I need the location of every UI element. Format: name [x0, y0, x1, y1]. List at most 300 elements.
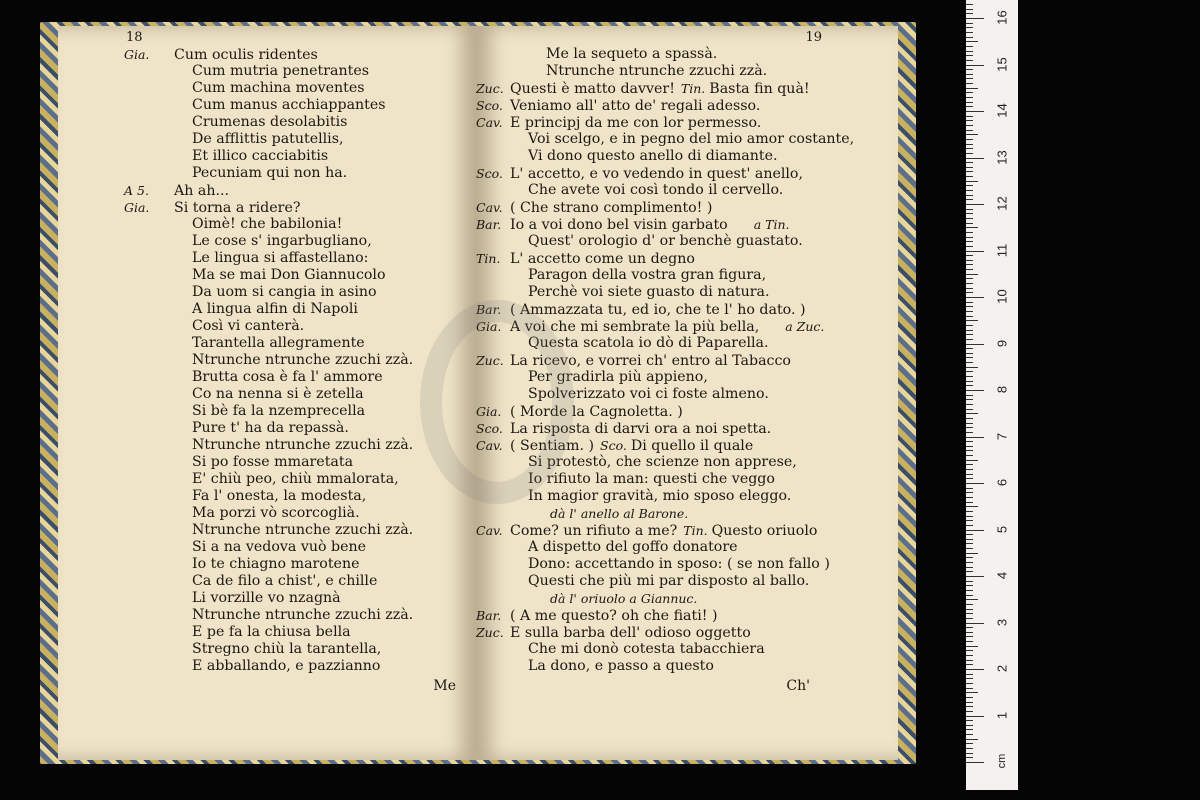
ruler-tick: [966, 92, 973, 93]
measurement-ruler: [966, 0, 1018, 790]
ruler-tick: [966, 613, 973, 614]
text-line: [124, 165, 413, 182]
line-text: E pe fa la chiusa bella: [192, 624, 351, 640]
line-text: L' accetto, e vo vedendo in quest' anello,: [510, 166, 803, 182]
line-text: Come? un rifiuto a me?: [510, 523, 678, 539]
line-text: Me la sequeto a spassà.: [546, 46, 718, 62]
text-line: [476, 216, 854, 233]
ruler-tick: [966, 437, 984, 438]
ruler-tick: [966, 488, 973, 489]
ruler-tick: [966, 23, 973, 24]
line-text: Ma se mai Don Giannucolo: [192, 267, 386, 283]
line-text: Questi che più mi par disposto al ballo.: [528, 573, 810, 589]
ruler-tick: [966, 330, 973, 331]
text-line: [124, 437, 413, 454]
ruler-tick: [966, 474, 973, 475]
ruler-tick: [966, 585, 973, 586]
speaker-label: Tin.: [476, 251, 501, 266]
ruler-tick: [966, 469, 973, 470]
ruler-tick: [966, 716, 984, 717]
line-text: Io te chiagno marotene: [192, 556, 360, 572]
text-line: [124, 539, 413, 556]
ruler-tick: [966, 581, 973, 582]
line-text: Dono: accettando in sposo: ( se non fallo ): [528, 556, 830, 572]
ruler-tick: [966, 97, 973, 98]
ruler-tick: [966, 753, 973, 754]
ruler-tick: [966, 506, 978, 507]
ruler-tick: [966, 65, 984, 66]
text-line: [476, 250, 854, 267]
ruler-tick: [966, 213, 973, 214]
ruler-tick: [966, 83, 973, 84]
ruler-tick: [966, 311, 973, 312]
text-line: [476, 539, 854, 556]
ruler-tick: [966, 548, 973, 549]
ruler-tick: [966, 376, 973, 377]
line-text: Cum machina moventes: [192, 80, 365, 96]
text-line: [124, 233, 413, 250]
line-text: Si po fosse mmaretata: [192, 454, 354, 470]
line-text: E sulla barba dell' odioso oggetto: [510, 625, 751, 641]
line-text: Vi dono questo anello di diamante.: [528, 148, 778, 164]
ruler-tick: [966, 395, 973, 396]
ruler-tick: [966, 78, 973, 79]
ruler-tick: [966, 223, 973, 224]
ruler-tick: [966, 269, 973, 270]
line-text: In magior gravità, mio sposo eleggo.: [528, 488, 792, 504]
ruler-label: 16: [994, 10, 1010, 25]
ruler-tick: [966, 37, 973, 38]
ruler-tick: [966, 450, 973, 451]
ruler-tick: [966, 60, 973, 61]
text-line: [476, 267, 854, 284]
line-text: Spolverizzato voi ci foste almeno.: [528, 386, 769, 402]
ruler-tick: [966, 553, 978, 554]
line-text: Da uom si cangia in asino: [192, 284, 377, 300]
speaker-label: Bar.: [476, 302, 502, 317]
ruler-label: 14: [994, 103, 1010, 118]
speaker-label: Cav.: [476, 438, 503, 453]
text-line: [476, 658, 854, 675]
line-text: ( Sentiam. ): [510, 438, 595, 454]
text-line: [124, 369, 413, 386]
ruler-tick: [966, 674, 973, 675]
line-text: ( Ammazzata tu, ed io, che te l' ho dato. ): [510, 302, 806, 318]
speaker-label: Gia.: [124, 200, 150, 215]
text-line: [124, 97, 413, 114]
ruler-tick: [966, 288, 973, 289]
ruler-tick: [966, 367, 978, 368]
ruler-tick: [966, 636, 973, 637]
text-line: [124, 63, 413, 80]
line-text: De afflittis patutellis,: [192, 131, 344, 147]
line-text: Co na nenna si è zetella: [192, 386, 364, 402]
ruler-tick: [966, 218, 973, 219]
ruler-tick: [966, 74, 973, 75]
line-text: Così vi canterà.: [192, 318, 305, 334]
ruler-tick: [966, 125, 973, 126]
line-text: A voi che mi sembrate la più bella,: [510, 319, 760, 335]
text-line: [124, 522, 413, 539]
ruler-tick: [966, 432, 973, 433]
ruler-tick: [966, 418, 973, 419]
line-text: La risposta di darvi ora a noi spetta.: [510, 421, 772, 437]
text-line: [124, 46, 413, 63]
ruler-label: 11: [994, 243, 1010, 257]
ruler-tick: [966, 134, 978, 135]
text-line: [124, 80, 413, 97]
ruler-tick: [966, 478, 973, 479]
aside-direction: a Zuc.: [785, 319, 825, 334]
line-text: Questi è matto davver!: [510, 81, 675, 97]
ruler-tick: [966, 106, 973, 107]
ruler-tick: [966, 144, 973, 145]
ruler-label: 12: [994, 196, 1010, 211]
ruler-tick: [966, 557, 973, 558]
line-text: Ntrunche ntrunche zzuchi zzà.: [192, 437, 414, 453]
ruler-tick: [966, 320, 978, 321]
ruler-tick: [966, 762, 984, 763]
line-text: ( Morde la Cagnoletta. ): [510, 404, 683, 420]
speaker-label: Cav.: [476, 200, 503, 215]
ruler-tick: [966, 251, 984, 252]
ruler-tick: [966, 283, 973, 284]
ruler-tick: [966, 241, 973, 242]
ruler-tick: [966, 302, 973, 303]
ruler-tick: [966, 460, 978, 461]
ruler-tick: [966, 190, 973, 191]
ruler-tick: [966, 748, 973, 749]
text-line: [124, 284, 413, 301]
speaker-label: A 5.: [124, 183, 149, 198]
ruler-tick: [966, 409, 973, 410]
ruler-tick: [966, 595, 973, 596]
ruler-tick: [966, 357, 973, 358]
line-text: Crumenas desolabitis: [192, 114, 348, 130]
ruler-tick: [966, 590, 973, 591]
speaker-label: Sco.: [476, 421, 503, 436]
line-text: Le cose s' ingarbugliano,: [192, 233, 372, 249]
line-text: Di quello il quale: [630, 438, 754, 454]
speaker-label: Cav.: [476, 115, 503, 130]
text-line: [476, 148, 854, 165]
ruler-tick: [966, 729, 973, 730]
ruler-unit-label: cm: [996, 753, 1008, 769]
line-text: E principj da me con lor permesso.: [510, 115, 762, 131]
ruler-tick: [966, 120, 973, 121]
ruler-tick: [966, 599, 978, 600]
text-line: [124, 607, 413, 624]
speaker-label: Bar.: [476, 608, 502, 623]
line-text: Io a voi dono bel visin garbato: [510, 217, 728, 233]
ruler-tick: [966, 297, 984, 298]
ruler-tick: [966, 69, 973, 70]
ruler-label: 4: [994, 571, 1010, 580]
ruler-tick: [966, 502, 973, 503]
text-line: [476, 522, 854, 539]
ruler-tick: [966, 455, 973, 456]
text-line: [476, 114, 854, 131]
ruler-tick: [966, 664, 973, 665]
ruler-tick: [966, 646, 978, 647]
line-text: ( Che strano complimento! ): [510, 200, 713, 216]
ruler-tick: [966, 204, 984, 205]
line-text: Basta fin quà!: [709, 81, 810, 97]
line-text: Li vorzille vo nzagnà: [192, 590, 341, 606]
text-line: [476, 131, 854, 148]
ruler-tick: [966, 162, 973, 163]
ruler-tick: [966, 757, 973, 758]
ruler-tick: [966, 362, 973, 363]
ruler-tick: [966, 185, 973, 186]
ruler-tick: [966, 260, 973, 261]
ruler-tick: [966, 571, 973, 572]
ruler-tick: [966, 525, 973, 526]
speaker-label: Gia.: [124, 47, 150, 62]
ruler-tick: [966, 609, 973, 610]
ruler-tick: [966, 306, 973, 307]
ruler-tick: [966, 688, 973, 689]
speaker-label: Zuc.: [476, 625, 504, 640]
ruler-tick: [966, 167, 973, 168]
ruler-tick: [966, 209, 973, 210]
page-number-left: 18: [126, 30, 143, 45]
text-line: [124, 454, 413, 471]
ruler-tick: [966, 148, 973, 149]
page-number-right: 19: [805, 30, 822, 45]
ruler-tick: [966, 516, 973, 517]
text-line: [124, 148, 413, 165]
ruler-tick: [966, 720, 973, 721]
ruler-tick: [966, 199, 973, 200]
ruler-tick: [966, 237, 973, 238]
ruler-tick: [966, 567, 973, 568]
text-line: [124, 420, 413, 437]
line-text: Ma porzi vò scorcoglià.: [192, 505, 360, 521]
speaker-label: Gia.: [476, 319, 502, 334]
ruler-tick: [966, 725, 973, 726]
speaker-label: Sco.: [476, 98, 503, 113]
ruler-tick: [966, 562, 973, 563]
ruler-tick: [966, 711, 973, 712]
page-left: [58, 26, 476, 760]
text-line: [124, 658, 413, 675]
ruler-tick: [966, 27, 973, 28]
ruler-tick: [966, 46, 973, 47]
ruler-tick: [966, 743, 973, 744]
ruler-tick: [966, 543, 973, 544]
speaker-label: Gia.: [476, 404, 502, 419]
text-line: [124, 641, 413, 658]
ruler-tick: [966, 446, 973, 447]
text-line: [476, 284, 854, 301]
text-line: [476, 505, 854, 522]
text-block-left: [124, 46, 413, 675]
ruler-tick: [966, 274, 978, 275]
ruler-tick: [966, 441, 973, 442]
ruler-tick: [966, 539, 973, 540]
ruler-tick: [966, 195, 973, 196]
ruler-tick: [966, 13, 973, 14]
text-line: [476, 199, 854, 216]
line-text: Brutta cosa è fa l' ammore: [192, 369, 383, 385]
ruler-tick: [966, 692, 978, 693]
line-text: Cum manus acchiappantes: [192, 97, 386, 113]
text-line: [124, 624, 413, 641]
ruler-tick: [966, 130, 973, 131]
ruler-label: 8: [994, 385, 1010, 394]
ruler-tick: [966, 511, 973, 512]
text-line: [476, 182, 854, 199]
speaker-label: Sco.: [476, 166, 503, 181]
ruler-label: 2: [994, 664, 1010, 673]
line-text: A lingua alfin di Napoli: [192, 301, 358, 317]
line-text: Si bè fa la nzemprecella: [192, 403, 366, 419]
text-line: [124, 199, 413, 216]
text-line: [476, 97, 854, 114]
ruler-tick: [966, 413, 978, 414]
speaker-label: Bar.: [476, 217, 502, 232]
ruler-tick: [966, 427, 973, 428]
ruler-tick: [966, 371, 973, 372]
ruler-tick: [966, 697, 973, 698]
ruler-tick: [966, 325, 973, 326]
ruler-label: 15: [994, 56, 1010, 72]
ruler-label: 7: [994, 432, 1010, 440]
speaker-label: Cav.: [476, 523, 503, 538]
ruler-label: 10: [994, 289, 1010, 304]
text-line: [124, 590, 413, 607]
ruler-tick: [966, 292, 973, 293]
ruler-tick: [966, 171, 973, 172]
ruler-tick: [966, 702, 973, 703]
line-text: Voi scelgo, e in pegno del mio amor costante,: [528, 131, 855, 147]
ruler-tick: [966, 9, 973, 10]
line-text: A dispetto del goffo donatore: [528, 539, 738, 555]
ruler-tick: [966, 734, 973, 735]
ruler-tick: [966, 632, 973, 633]
text-line: [476, 556, 854, 573]
text-line: [124, 216, 413, 233]
line-text: Stregno chiù la tarantella,: [192, 641, 382, 657]
ruler-tick: [966, 41, 978, 42]
text-line: [476, 590, 854, 607]
line-text: E abballando, e pazzianno: [192, 658, 381, 674]
ruler-tick: [966, 246, 973, 247]
watermark-logo: [420, 300, 574, 504]
ruler-tick: [966, 655, 973, 656]
ruler-tick: [966, 669, 984, 670]
speaker-label: Zuc.: [476, 81, 504, 96]
line-text: Ca de filo a chist', e chille: [192, 573, 378, 589]
ruler-tick: [966, 404, 973, 405]
text-line: [124, 114, 413, 131]
text-line: [124, 352, 413, 369]
line-text: Quest' orologio d' or benchè guastato.: [528, 233, 803, 249]
ruler-tick: [966, 660, 973, 661]
ruler-tick: [966, 618, 973, 619]
ruler-tick: [966, 492, 973, 493]
ruler-tick: [966, 348, 973, 349]
ruler-tick: [966, 227, 978, 228]
ruler-tick: [966, 158, 984, 159]
ruler-tick: [966, 623, 984, 624]
text-line: [476, 80, 854, 97]
line-text: Veniamo all' atto de' regali adesso.: [510, 98, 761, 114]
line-text: Paragon della vostra gran figura,: [528, 267, 767, 283]
line-text: Ntrunche ntrunche zzuchi zzà.: [192, 522, 414, 538]
ruler-tick: [966, 483, 984, 484]
ruler-tick: [966, 464, 973, 465]
line-text: Perchè voi siete guasto di natura.: [528, 284, 770, 300]
text-line: [124, 250, 413, 267]
line-text: La dono, e passo a questo: [528, 658, 714, 674]
line-text: E' chiù peo, chiù mmalorata,: [192, 471, 399, 487]
ruler-tick: [966, 381, 973, 382]
ruler-tick: [966, 102, 973, 103]
ruler-tick: [966, 423, 973, 424]
line-text: Le lingua si affastellano:: [192, 250, 369, 266]
speaker-label: Zuc.: [476, 353, 504, 368]
ruler-tick: [966, 530, 984, 531]
ruler-tick: [966, 399, 973, 400]
text-line: [476, 63, 854, 80]
line-text: Ntrunche ntrunche zzuchi zzà.: [546, 63, 768, 79]
line-text: Si a na vedova vuò bene: [192, 539, 367, 555]
stage-direction: dà l' anello al Barone.: [550, 506, 689, 521]
line-text: L' accetto come un degno: [510, 251, 695, 267]
ruler-label: 3: [994, 618, 1010, 626]
line-text: Cum mutria penetrantes: [192, 63, 370, 79]
ruler-tick: [966, 153, 973, 154]
ruler-tick: [966, 55, 973, 56]
line-text: Che avete voi così tondo il cervello.: [528, 182, 784, 198]
line-text: Ah ah...: [174, 183, 230, 199]
text-line: [476, 624, 854, 641]
text-line: [476, 165, 854, 182]
text-line: [124, 471, 413, 488]
line-text: Si torna a ridere?: [174, 200, 301, 216]
catchword-left: Me: [433, 678, 456, 694]
ruler-tick: [966, 32, 973, 33]
text-line: [124, 556, 413, 573]
aside-direction: a Tin.: [753, 217, 790, 232]
stage-direction: dà l' oriuolo a Giannuc.: [550, 591, 698, 606]
ruler-tick: [966, 51, 973, 52]
ruler-tick: [966, 232, 973, 233]
text-line: [124, 403, 413, 420]
text-line: [124, 573, 413, 590]
text-line: [124, 505, 413, 522]
catchword-right: Ch': [786, 678, 810, 694]
speaker-label: Tin.: [683, 523, 708, 538]
ruler-label: 13: [994, 149, 1010, 165]
text-line: [124, 318, 413, 335]
ruler-tick: [966, 255, 973, 256]
line-text: Pure t' ha da repassà.: [192, 420, 349, 436]
line-text: Fa l' onesta, la modesta,: [192, 488, 367, 504]
ruler-tick: [966, 278, 973, 279]
ruler-tick: [966, 4, 973, 5]
ruler-tick: [966, 385, 973, 386]
speaker-label: Sco.: [600, 438, 627, 453]
text-line: [124, 335, 413, 352]
text-line: [476, 46, 854, 63]
text-line: [476, 233, 854, 250]
line-text: Si protestò, che scienze non apprese,: [528, 454, 797, 470]
ruler-tick: [966, 683, 973, 684]
speaker-label: Tin.: [680, 81, 706, 96]
